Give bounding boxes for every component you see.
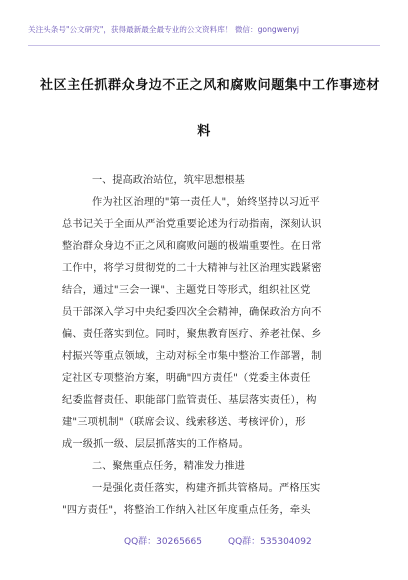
section-heading-1: 一、提高政治站位，筑牢思想根基 [92, 175, 245, 186]
paragraph-line: 作为社区治理的"第一责任人"，始终坚持以习近平 [92, 197, 320, 208]
footer-qq-group-2: QQ群：535304092 [228, 537, 312, 547]
document-title-line-2: 料 [197, 124, 211, 139]
footer-qq-group-1: QQ群：30265665 [124, 537, 202, 547]
paragraph-line: 整治群众身边不正之风和腐败问题的极端重要性。在日常 [62, 241, 322, 252]
paragraph-line: 员干部深入学习中央纪委四次全会精神，确保政治方向不 [62, 307, 322, 318]
section-heading-2: 二、聚焦重点任务，精准发力推进 [92, 461, 245, 472]
document-title-line-1: 社区主任抓群众身边不正之风和腐败问题集中工作事迹材 [40, 78, 381, 93]
paragraph-line: 建"三项机制"（联席会议、线索移送、考核评价），形 [62, 417, 306, 428]
paragraph-line: 一是强化责任落实，构建齐抓共管格局。严格压实 [92, 483, 321, 494]
header-banner: 关注头条号"公文研究"，获得最新最全最专业的公文资料库！ 微信：gongwenyj [28, 25, 300, 34]
paragraph-line: 偏、责任落实到位。同时，聚焦教育医疗、养老社保、乡 [62, 329, 322, 340]
paragraph-line: 村振兴等重点领域，主动对标全市集中整治工作部署，制 [62, 351, 322, 362]
paragraph-line: 纪委监督责任、职能部门监管责任、基层落实责任），构 [62, 395, 317, 406]
paragraph-line: 总书记关于全面从严治党重要论述为行动指南，深刻认识 [62, 219, 322, 230]
paragraph-line: "四方责任"，将整治工作纳入社区年度重点任务，牵头 [62, 505, 311, 516]
paragraph-line: 定社区专项整治方案，明确"四方责任"（党委主体责任 [62, 373, 311, 384]
paragraph-line: 结合，通过"三会一课"、主题党日等形式，组织社区党 [62, 285, 311, 296]
paragraph-line: 工作中，将学习贯彻党的二十大精神与社区治理实践紧密 [62, 263, 322, 274]
paragraph-line: 成一级抓一级、层层抓落实的工作格局。 [62, 439, 249, 450]
header-divider [28, 45, 380, 46]
